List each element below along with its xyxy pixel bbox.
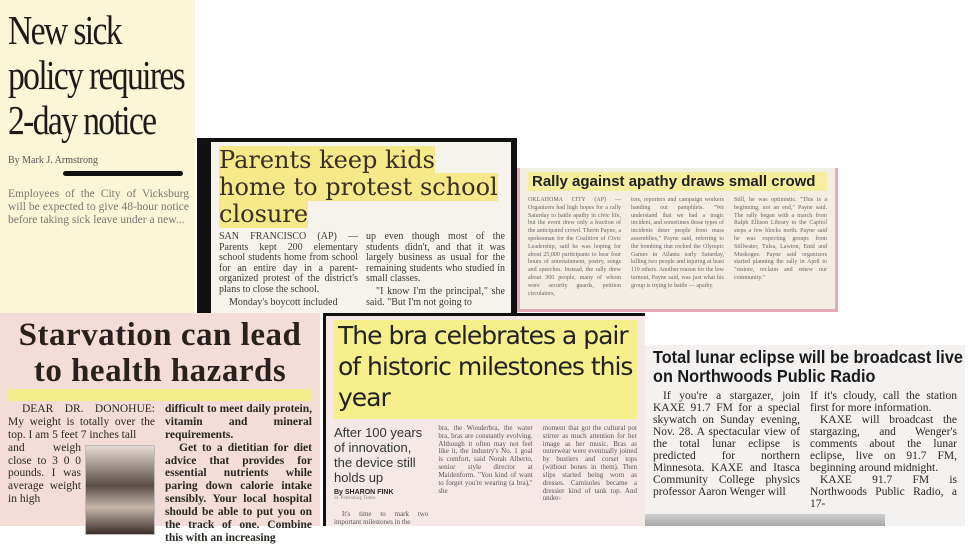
source: St. Petersburg Times (334, 496, 376, 501)
headline: Rally against apathy draws small crowd (528, 172, 827, 191)
author-photo (85, 445, 155, 535)
article-paragraph: KAXE 91.7 FM is Northwoods Public Radio, a 17- (810, 473, 957, 510)
headline: New sick policy requires 2-day notice (8, 7, 185, 143)
subheadline: After 100 years of innovation, the device still holds up (334, 425, 423, 485)
article-paragraph: Monday's boycott included (229, 296, 338, 308)
clipping-rally-apathy (517, 168, 838, 312)
byline: By Mark J. Armstrong (8, 155, 98, 166)
clipping-sick-policy (0, 0, 195, 315)
article-paragraph: and weigh close to 3 0 0 pounds. I was average weight in high (8, 441, 81, 506)
headline: Parents keep kids home to protest school closure (219, 146, 498, 228)
headline: The bra celebrates a pair of historic milestones this year (334, 320, 637, 419)
gray-strip (645, 514, 885, 526)
headline: Total lunar eclipse will be broadcast live on Northwoods Public Radio (653, 347, 963, 386)
redaction-bar (63, 171, 183, 176)
article-body: Employees of the City of Vicksburg will be expected to give 48-hour notice before taking sick leave under a new... (8, 188, 189, 227)
article-column: SAN FRANCISCO (AP) — Parents kept 200 elementary school students home from school for an entire day in a parent-organized protest of the district's plans to close the school. (219, 231, 358, 295)
article-column: bra, the Wonderbra, the water bra, bras are constantly evolving. Although it often may not feel like it, the industry's No. 1 goal is comfort, said Norah Alberto, senior style director at Maidenform. "You kind of want to forget you're wearing (a bra)," she (438, 424, 533, 495)
article-column: up even though most of the students didn't, and that it was largely business as usual for the remaining students who studied in small classes. (366, 231, 505, 285)
article-column: It's time to mark two important milestones in the (334, 510, 429, 526)
article-column: OKLAHOMA CITY (AP) — Organizers had high hopes for a rally Saturday to battle apathy in civic life, but the event drew only a fraction of the anticipated crowd. Therin Payne, a spokesman for the Coalition of Civic Leadership, said he was hoping for about 25,000 participants to hear four hours of entertainment, poetry, songs and speeches. Instead, the rally drew about 300 people, many of whom were security guards, petition circulators, (528, 197, 621, 297)
article-paragraph: Get to a dietitian for diet advice that provides for essential nutrients while paring down calorie intake sensibly. Your local hospital should be able to put you on the track of one. Combine this with an increasing (165, 441, 312, 544)
article-column: Still, he was optimistic. "This is a beginning, not an end," Payne said. The rally began with a march from Ralph Ellison Library to the Capitol steps a few blocks north. Payne said he was expecting groups from Stillwater, Tulsa, Lawton, Enid and Muskogee. Payne said organizers started planning the rally in April to "restore, reclaim and renew our community." (734, 197, 827, 281)
headline: Starvation can lead to health hazards (8, 317, 312, 401)
clipping-school-closure (197, 138, 517, 313)
clipping-lunar-eclipse (645, 345, 965, 526)
article-column: If you're a stargazer, join KAXE 91.7 FM for a special skywatch on Sunday evening, Nov. 28. A spectacular view of the total lunar eclipse is predicted for northern Minnesota. KAXE and Itasca Community College physics professor Aaron Wenger will (653, 390, 800, 498)
article-column: tors, reporters and campaign workers handing out pamphlets. "We understand that we had a tragic incident, and sometimes those types of incidents deter people from mass assemblies," Payne said, referring to the bombing that rocked the Olympic Games in Atlanta early Saturday, killing two people and injuring at least 110 others. Another reason for the low turnout, Payne said, was just what his group is trying to battle — apathy. (631, 197, 724, 289)
byline: By SHARON FINK (334, 489, 394, 496)
article-paragraph: KAXE will broadcast the stargazing, and Wenger's comments about the lunar eclipse, live on 91.7 FM, beginning around midnight. (810, 413, 957, 474)
article-paragraph: If it's cloudy, call the station first for more information. (810, 390, 957, 414)
clipping-bra-milestones (323, 313, 645, 526)
article-paragraph: difficult to meet daily protein, vitamin and mineral requirements. (165, 403, 312, 441)
article-paragraph: "I know I'm the principal," she said. "But I'm not going to (366, 285, 505, 308)
article-column: moment that got the cultural pot stirrer as much attention for her image as her music. Bras as outerwear were eventually joined by bustiers and corset tops (without bones in them). Then slips started being worn as dresses. Camisoles became a dressier kind of tank top. And under- (542, 424, 637, 503)
clipping-starvation (0, 313, 320, 544)
article-paragraph: DEAR DR. DONOHUE: My weight is totally over the top. I am 5 feet 7 inches tall (8, 403, 155, 441)
